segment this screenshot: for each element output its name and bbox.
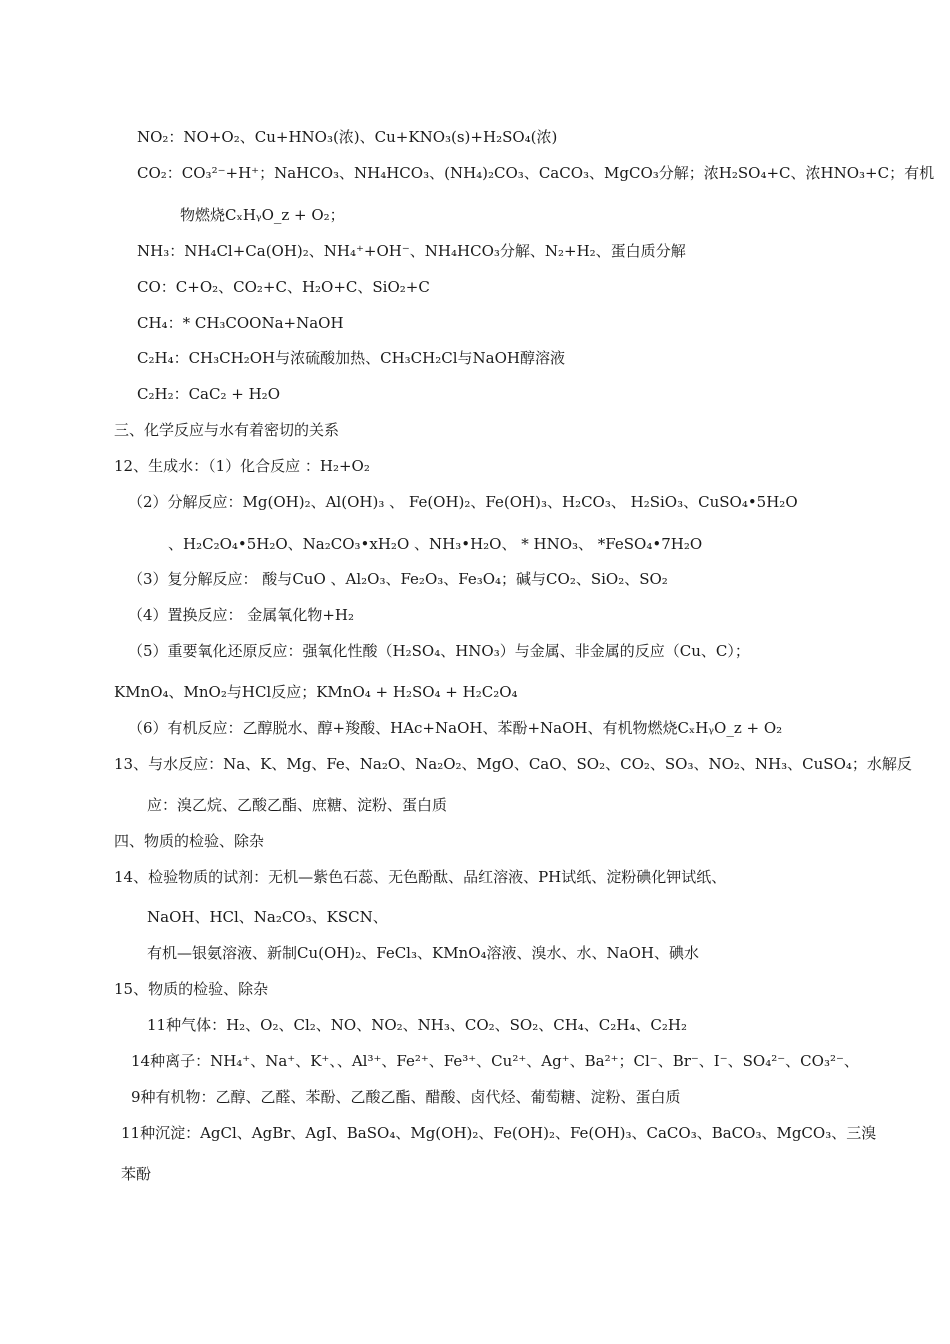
text-line <box>128 641 750 661</box>
text-line <box>137 277 430 297</box>
line-text: CH₄：* CH₃COONa+NaOH <box>137 314 344 332</box>
text-line <box>137 163 934 183</box>
text-line <box>131 1051 859 1071</box>
line-text: （3）复分解反应： 酸与CuO 、Al₂O₃、Fe₂O₃、Fe₃O₄；碱与CO₂、SiO₂、SO₂ <box>128 570 668 588</box>
line-text: （4）置换反应： 金属氧化物+H₂ <box>128 606 354 624</box>
text-line <box>147 1015 687 1035</box>
text-line <box>121 1123 876 1143</box>
text-line <box>131 1087 681 1107</box>
line-text: KMnO₄、MnO₂与HCl反应；KMnO₄ + H₂SO₄ + H₂C₂O₄ <box>114 683 518 701</box>
line-text: 11种气体：H₂、O₂、Cl₂、NO、NO₂、NH₃、CO₂、SO₂、CH₄、C₂H₄、C₂H₂ <box>147 1016 687 1034</box>
line-text: 15、物质的检验、除杂 <box>114 980 269 998</box>
line-text: 有机—银氨溶液、新制Cu(OH)₂、FeCl₃、KMnO₄溶液、溴水、水、NaOH、碘水 <box>147 944 699 962</box>
text-line <box>147 943 699 963</box>
text-line <box>137 241 686 261</box>
line-text: （6）有机反应：乙醇脱水、醇+羧酸、HAc+NaOH、苯酚+NaOH、有机物燃烧CₓHᵧO_z + O₂ <box>128 719 783 737</box>
text-line <box>137 348 565 368</box>
text-line <box>128 569 668 589</box>
text-line <box>114 754 912 774</box>
line-text: NO₂：NO+O₂、Cu+HNO₃(浓)、Cu+KNO₃(s)+H₂SO₄(浓) <box>137 128 558 146</box>
line-text: 14种离子：NH₄⁺、Na⁺、K⁺、、Al³⁺、Fe²⁺、Fe³⁺、Cu²⁺、Ag⁺、Ba²⁺；Cl⁻、Br⁻、I⁻、SO₄²⁻、CO₃²⁻、 <box>131 1052 859 1070</box>
line-text: CO₂：CO₃²⁻+H⁺；NaHCO₃、NH₄HCO₃、(NH₄)₂CO₃、CaCO₃、MgCO₃分解；浓H₂SO₄+C、浓HNO₃+C；有机 <box>137 164 935 182</box>
line-text: NaOH、HCl、Na₂CO₃、KSCN、 <box>147 908 388 926</box>
text-line <box>147 795 447 815</box>
line-text: 、H₂C₂O₄•5H₂O、Na₂CO₃•xH₂O 、NH₃•H₂O、 * HNO₃、 *FeSO₄•7H₂O <box>168 535 703 553</box>
line-text: C₂H₂：CaC₂ + H₂O <box>137 385 280 403</box>
text-line <box>114 867 726 887</box>
line-text: 9种有机物：乙醇、乙醛、苯酚、乙酸乙酯、醋酸、卤代烃、葡萄糖、淀粉、蛋白质 <box>131 1088 681 1106</box>
heading-text: 四、物质的检验、除杂 <box>114 832 265 850</box>
text-line <box>114 456 370 476</box>
text-line <box>180 205 345 225</box>
heading-text: 三、化学反应与水有着密切的关系 <box>114 421 340 439</box>
text-line <box>121 1164 151 1184</box>
line-text: CO：C+O₂、CO₂+C、H₂O+C、SiO₂+C <box>137 278 430 296</box>
text-line <box>137 313 344 333</box>
text-line <box>128 605 354 625</box>
line-text: 12、生成水：（1）化合反应 ：H₂+O₂ <box>114 457 370 475</box>
section-heading <box>114 831 264 851</box>
text-line <box>114 979 268 999</box>
line-text: （5）重要氧化还原反应：强氧化性酸（H₂SO₄、HNO₃）与金属、非金属的反应（Cu、C）； <box>128 642 750 660</box>
line-text: 应：溴乙烷、乙酸乙酯、庶糖、淀粉、蛋白质 <box>147 796 448 814</box>
line-text: 11种沉淀：AgCl、AgBr、AgI、BaSO₄、Mg(OH)₂、Fe(OH)₂、Fe(OH)₃、CaCO₃、BaCO₃、MgCO₃、三溴 <box>121 1124 877 1142</box>
line-text: （2）分解反应：Mg(OH)₂、Al(OH)₃ 、 Fe(OH)₂、Fe(OH)₃、H₂CO₃、 H₂SiO₃、CuSO₄•5H₂O <box>128 493 798 511</box>
text-line <box>128 718 782 738</box>
text-line <box>168 534 702 554</box>
line-text: NH₃：NH₄Cl+Ca(OH)₂、NH₄⁺+OH⁻、NH₄HCO₃分解、N₂+H₂、蛋白质分解 <box>137 242 686 260</box>
line-text: 物燃烧CₓHᵧO_z + O₂； <box>180 206 345 224</box>
text-line <box>137 127 557 147</box>
text-line <box>114 682 518 702</box>
text-line <box>147 907 388 927</box>
line-text: C₂H₄：CH₃CH₂OH与浓硫酸加热、CH₃CH₂Cl与NaOH醇溶液 <box>137 349 565 367</box>
text-line <box>137 384 280 404</box>
text-line <box>128 492 798 512</box>
line-text: 苯酚 <box>121 1165 152 1183</box>
line-text: 14、检验物质的试剂：无机—紫色石蕊、无色酚酞、品红溶液、PH试纸、淀粉碘化钾试纸、 <box>114 868 727 886</box>
line-text: 13、与水反应：Na、K、Mg、Fe、Na₂O、Na₂O₂、MgO、CaO、SO₂、CO₂、SO₃、NO₂、NH₃、CuSO₄；水解反 <box>114 755 912 773</box>
section-heading <box>114 420 339 440</box>
